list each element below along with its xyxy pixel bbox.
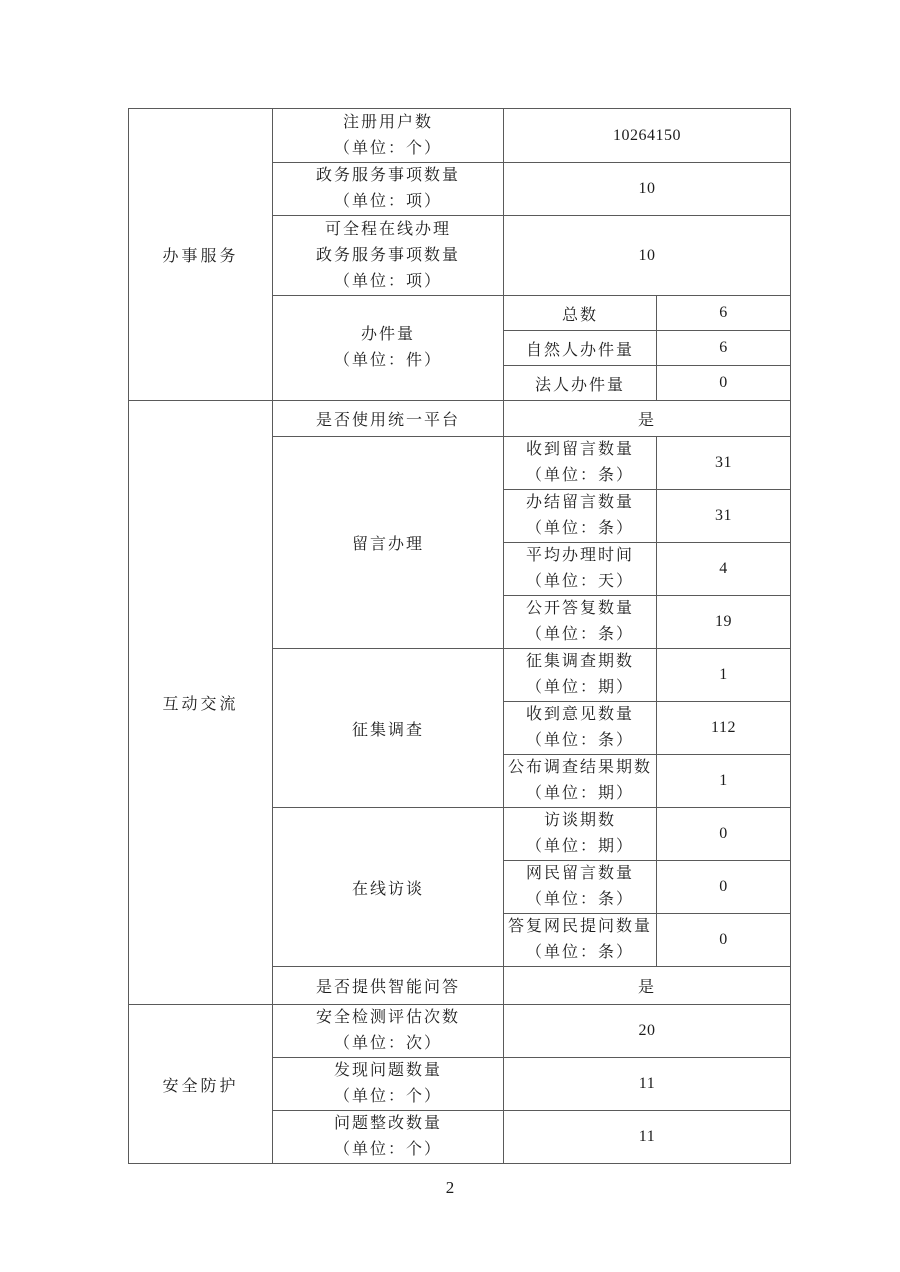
row-problems-found-label: 发现问题数量 （单位：个） <box>273 1058 504 1111</box>
row-registered-users-label: 注册用户数 （单位：个） <box>273 109 504 163</box>
sub-opinions-received-label: 收到意见数量 （单位：条） <box>504 702 657 755</box>
sub-survey-results-label: 公布调查结果期数 （单位：期） <box>504 755 657 808</box>
row-unified-platform-value: 是 <box>504 401 791 437</box>
row-problems-rectified-value: 11 <box>504 1111 791 1164</box>
row-online-interview-label: 在线访谈 <box>273 808 504 967</box>
sub-survey-periods-value: 1 <box>657 649 791 702</box>
category-security-label: 安全防护 <box>162 1077 239 1095</box>
sub-replies-to-netizens-label: 答复网民提问数量 （单位：条） <box>504 914 657 967</box>
row-security-assessments-label: 安全检测评估次数 （单位：次） <box>273 1005 504 1058</box>
sub-received-messages-label: 收到留言数量 （单位：条） <box>504 437 657 490</box>
sub-avg-handling-time-value: 4 <box>657 543 791 596</box>
sub-netizen-messages-label: 网民留言数量 （单位：条） <box>504 861 657 914</box>
table-row <box>129 109 791 163</box>
row-full-online-items-label: 可全程在线办理 政务服务事项数量 （单位：项） <box>273 216 504 296</box>
sub-completed-messages-label: 办结留言数量 （单位：条） <box>504 490 657 543</box>
sub-public-replies-label: 公开答复数量 （单位：条） <box>504 596 657 649</box>
row-problems-rectified-label: 问题整改数量 （单位：个） <box>273 1111 504 1164</box>
row-gov-service-items-label: 政务服务事项数量 （单位：项） <box>273 163 504 216</box>
category-interaction-label: 互动交流 <box>162 696 239 713</box>
row-smart-qa-label: 是否提供智能问答 <box>273 967 504 1005</box>
category-interaction <box>129 401 273 1005</box>
table-row <box>129 401 791 437</box>
category-service <box>129 109 273 401</box>
sub-legal-person-value: 0 <box>657 366 791 401</box>
row-survey-label: 征集调查 <box>273 649 504 808</box>
category-security <box>129 1005 273 1164</box>
row-unified-platform-label: 是否使用统一平台 <box>273 401 504 437</box>
sub-natural-person-label: 自然人办件量 <box>504 331 657 366</box>
row-smart-qa-value: 是 <box>504 967 791 1005</box>
row-security-assessments-value: 20 <box>504 1005 791 1058</box>
category-service-label: 办事服务 <box>162 248 239 265</box>
sub-total-label: 总数 <box>504 296 657 331</box>
row-message-handling-label: 留言办理 <box>273 437 504 649</box>
sub-survey-results-value: 1 <box>657 755 791 808</box>
sub-received-messages-value: 31 <box>657 437 791 490</box>
page-number: 2 <box>445 1178 455 1197</box>
sub-total-value: 6 <box>657 296 791 331</box>
sub-legal-person-label: 法人办件量 <box>504 366 657 401</box>
row-gov-service-items-value: 10 <box>504 163 791 216</box>
sub-interview-periods-label: 访谈期数 （单位：期） <box>504 808 657 861</box>
table-row <box>129 1005 791 1058</box>
sub-replies-to-netizens-value: 0 <box>657 914 791 967</box>
row-problems-found-value: 11 <box>504 1058 791 1111</box>
sub-natural-person-value: 6 <box>657 331 791 366</box>
row-case-volume-label: 办件量 （单位：件） <box>273 296 504 401</box>
sub-completed-messages-value: 31 <box>657 490 791 543</box>
row-registered-users-value: 10264150 <box>504 109 791 163</box>
row-full-online-items-value: 10 <box>504 216 791 296</box>
sub-public-replies-value: 19 <box>657 596 791 649</box>
sub-netizen-messages-value: 0 <box>657 861 791 914</box>
government-website-report-table <box>128 108 791 1164</box>
sub-interview-periods-value: 0 <box>657 808 791 861</box>
sub-opinions-received-value: 112 <box>657 702 791 755</box>
sub-survey-periods-label: 征集调查期数 （单位：期） <box>504 649 657 702</box>
sub-avg-handling-time-label: 平均办理时间 （单位：天） <box>504 543 657 596</box>
